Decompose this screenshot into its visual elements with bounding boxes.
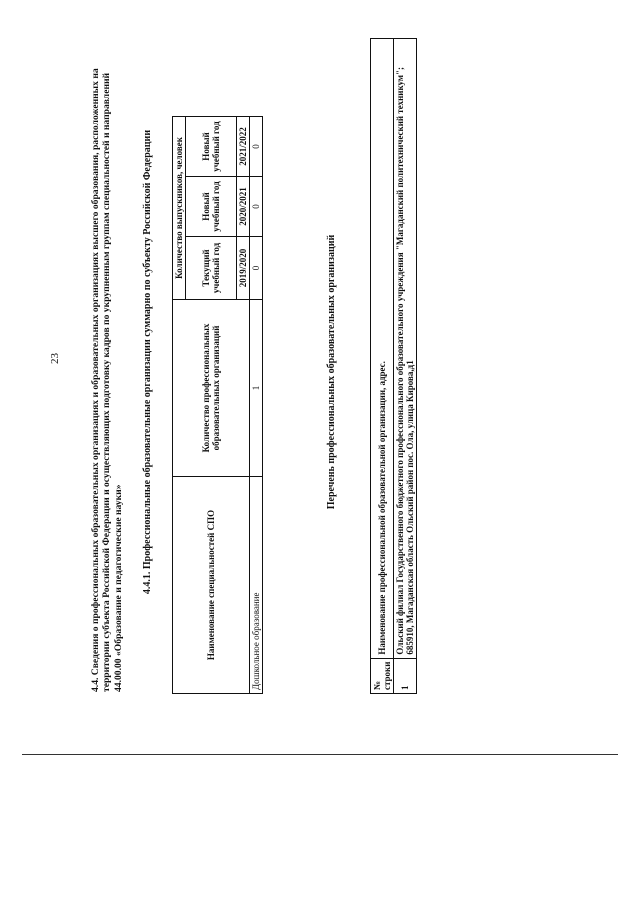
specialty-cell: Дошкольное образование	[250, 477, 263, 694]
year-value: 2020/2021	[237, 177, 250, 237]
section-heading: 4.4. Сведения о профессиональных образовательных организациях и образовательных организациях высшего образования, расположенных на территории субъекта Российской Федерации и осуществляющих подготовку кадров по укрупненным группам специальностей и направлений 44.00.00 «Образование и педагогические науки»	[90, 68, 124, 692]
table-row	[394, 39, 417, 694]
year-value: 2021/2022	[237, 117, 250, 177]
org-list-title: Перечень профессиональных образовательных организаций	[326, 234, 337, 510]
subsection-heading: 4.4.1. Профессиональные образовательные организации суммарно по субъекту Российской Федерации	[142, 129, 153, 595]
table-header-row	[173, 117, 186, 694]
org-name-cell: Ольский филиал Государственного бюджетного профессионального образовательного учреждения "Магаданский политехнический техникум"; 685910, Магаданская область Ольский район пос. Ола, улица Кирова,д1	[394, 39, 417, 659]
col-specialty-header: Наименование специальностей СПО	[173, 477, 250, 694]
graduates-cell: 0	[250, 177, 263, 237]
num-cell: 1	[394, 658, 417, 693]
graduates-cell: 0	[250, 117, 263, 177]
col-org-count-header: Количество профессиональных образовательных организаций	[173, 300, 250, 477]
year-label: Новый учебный год	[186, 177, 237, 237]
col-name-header: Наименование профессиональной образовательной организации, адрес.	[371, 39, 394, 659]
year-value: 2019/2020	[237, 237, 250, 300]
table-header-row	[371, 39, 394, 694]
content	[90, 34, 430, 694]
org-count-cell: 1	[250, 300, 263, 477]
graduates-table	[172, 116, 263, 694]
year-label: Новый учебный год	[186, 117, 237, 177]
year-label: Текущий учебный год	[186, 237, 237, 300]
col-num-header: № строки	[371, 658, 394, 693]
page-number: 23	[49, 353, 61, 364]
org-table	[370, 38, 417, 694]
table-row	[250, 117, 263, 694]
rotated-page-content	[90, 34, 430, 694]
page-divider	[22, 754, 618, 755]
col-graduates-header: Количество выпускников, человек	[173, 117, 186, 300]
graduates-cell: 0	[250, 237, 263, 300]
